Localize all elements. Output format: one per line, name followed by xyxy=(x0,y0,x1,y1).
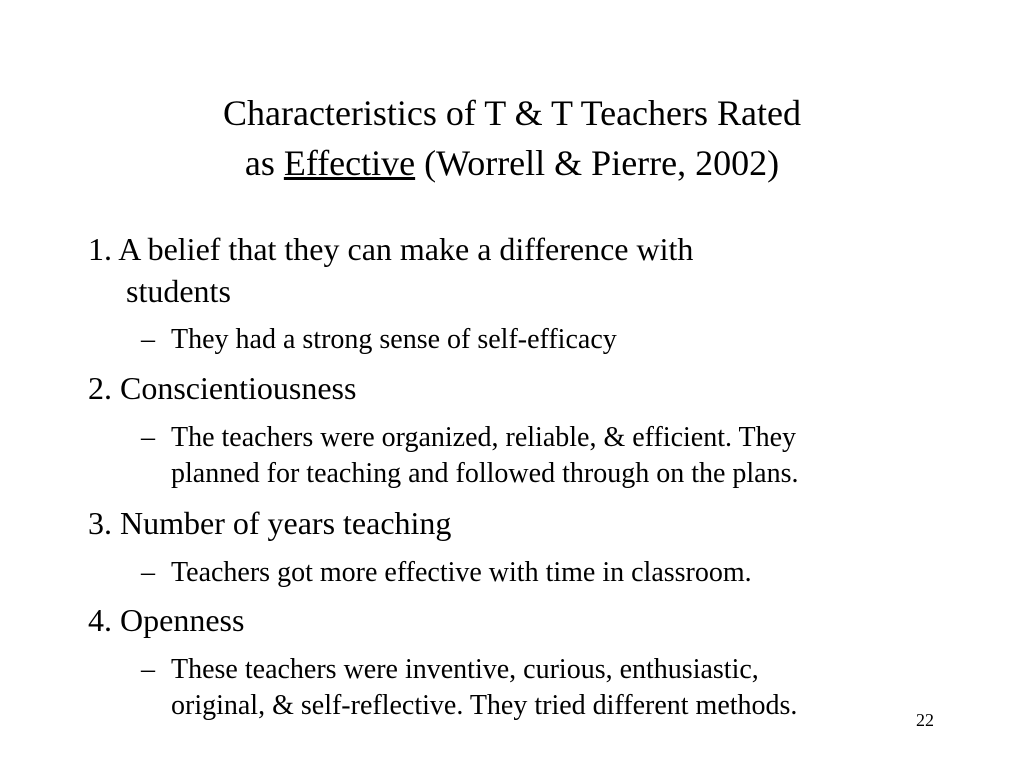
list-item-4-line-1: 4. Openness xyxy=(88,602,245,638)
list-item-3-line-1: 3. Number of years teaching xyxy=(88,505,452,541)
sub-item-1-line-1: They had a strong sense of self-efficacy xyxy=(171,324,617,355)
dash-bullet: – xyxy=(141,422,155,453)
title-line-1: Characteristics of T & T Teachers Rated xyxy=(223,93,801,133)
sub-item-2-line-1: The teachers were organized, reliable, & efficient. They xyxy=(171,422,797,453)
dash-bullet: – xyxy=(141,654,155,685)
list-item-1 xyxy=(88,228,948,312)
sub-item-3 xyxy=(141,555,981,591)
dash-bullet: – xyxy=(141,557,155,588)
list-item-3 xyxy=(88,502,948,544)
list-item-1-line-2: students xyxy=(126,273,231,309)
list-item-2-line-1: 2. Conscientiousness xyxy=(88,370,357,406)
sub-item-4-line-2: original, & self-reflective. They tried different methods. xyxy=(171,690,798,721)
sub-item-2-line-2: planned for teaching and followed through on the plans. xyxy=(171,458,799,489)
sub-item-1 xyxy=(141,322,981,358)
title-citation: (Worrell & Pierre, 2002) xyxy=(415,143,780,183)
title-emphasis-effective: Effective xyxy=(283,143,416,183)
dash-bullet: – xyxy=(141,324,155,355)
sub-item-2 xyxy=(141,420,981,492)
sub-item-3-line-1: Teachers got more effective with time in classroom. xyxy=(171,557,752,588)
list-item-2 xyxy=(88,367,948,409)
sub-item-4 xyxy=(141,652,981,724)
list-item-4 xyxy=(88,599,948,641)
slide-title xyxy=(0,88,1024,188)
title-prefix: as xyxy=(244,143,284,183)
list-item-1-line-1: 1. A belief that they can make a difference with xyxy=(88,231,694,267)
title-line-2 xyxy=(0,138,1024,188)
sub-item-4-line-1: These teachers were inventive, curious, enthusiastic, xyxy=(171,654,759,685)
page-number: 22 xyxy=(916,710,934,730)
